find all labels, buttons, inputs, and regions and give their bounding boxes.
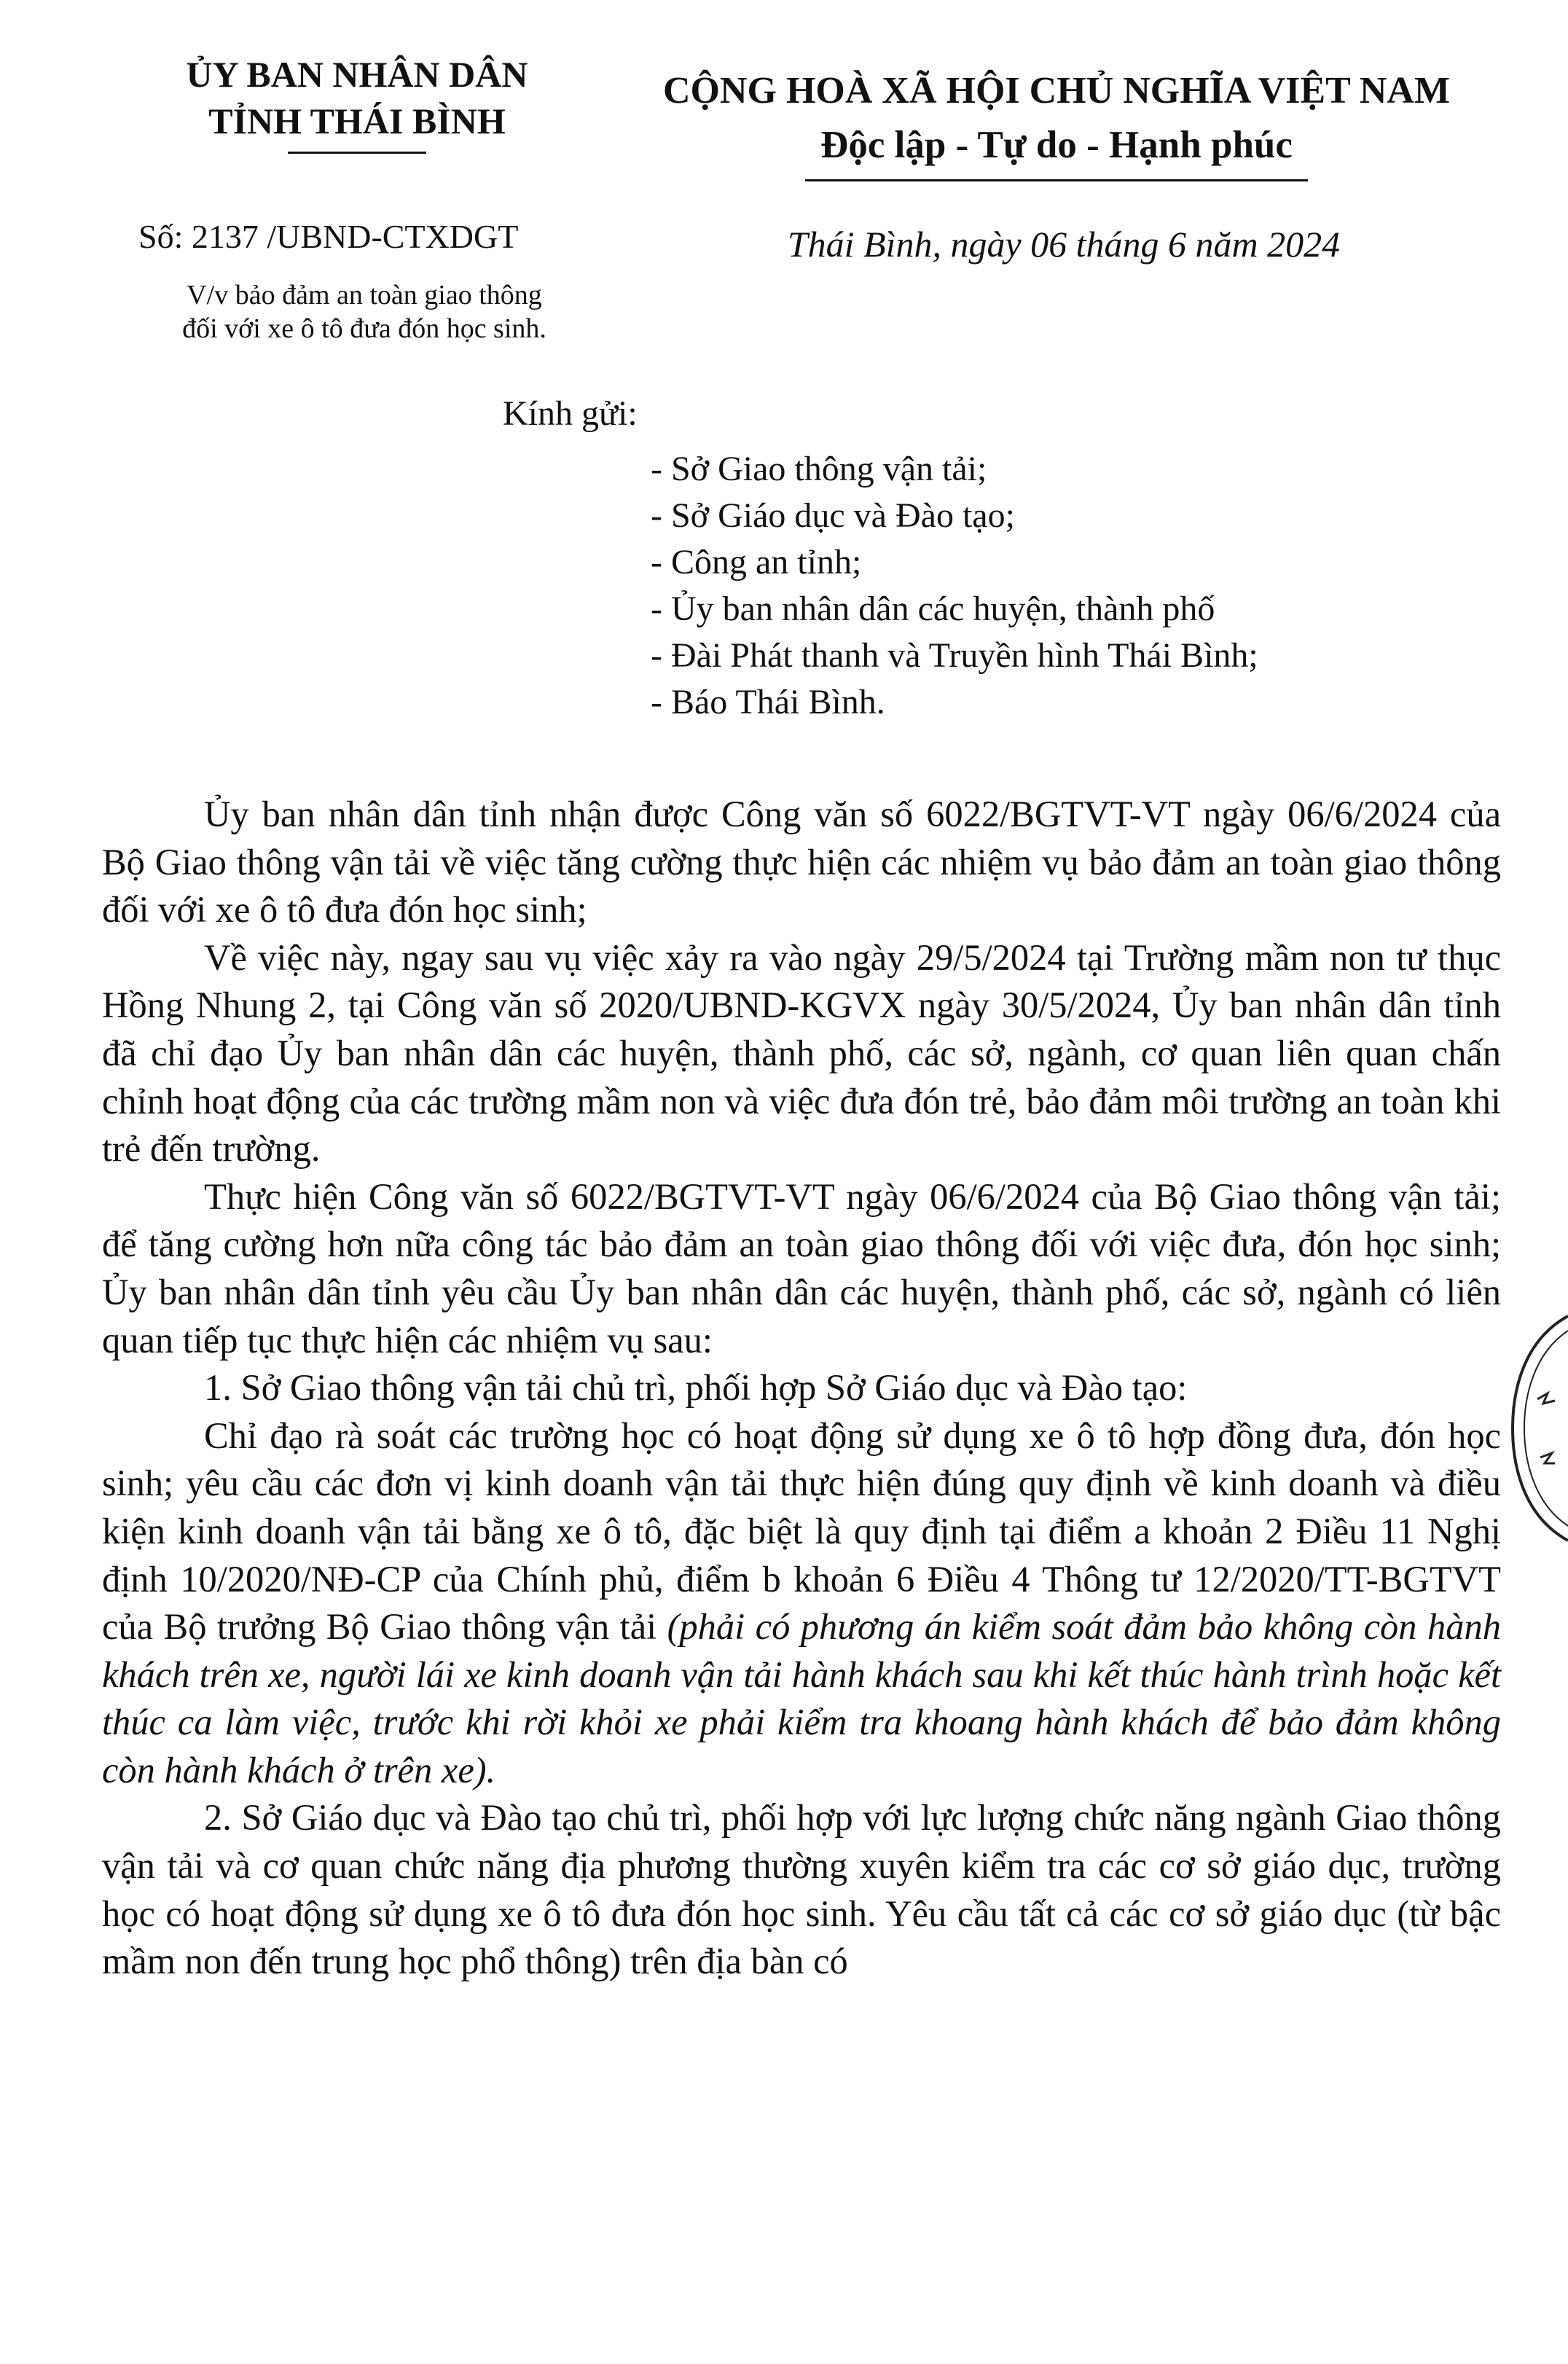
recipient-item: - Công an tỉnh; [651,543,862,582]
issuing-agency [109,51,605,154]
recipient-item: - Ủy ban nhân dân các huyện, thành phố [651,590,1215,628]
paragraph-2: Về việc này, ngay sau vụ việc xảy ra vào ngày 29/5/2024 tại Trường mầm non tư thục Hồng Nhung 2, tại Công văn số 2020/UBND-KGVX ngày 30/5/2024, Ủy ban nhân dân tỉnh đã chỉ đạo Ủy ban nhân dân các huyện, thành phố, các sở, ngành, cơ quan liên quan chấn chỉnh hoạt động của các trường mầm non và việc đưa đón trẻ, bảo đảm môi trường an toàn khi trẻ đến trường. [102,936,1501,1170]
paragraph-6: 2. Sở Giáo dục và Đào tạo chủ trì, phối hợp với lực lượng chức năng ngành Giao thông vận tải và cơ quan chức năng địa phương thường xuyên kiểm tra các cơ sở giáo dục, trường học có hoạt động sử dụng xe ô tô đưa đón học sinh. Yêu cầu tất cả các cơ sở giáo dục (từ bậc mầm non đến trung học phổ thông) trên địa bàn có [102,1797,1501,1982]
nation-title: CỘNG HOÀ XÃ HỘI CHỦ NGHĨA VIỆT NAM [662,70,1451,111]
paragraph-1: Ủy ban nhân dân tỉnh nhận được Công văn số 6022/BGTVT-VT ngày 06/6/2024 của Bộ Giao thông vận tải về việc tăng cường thực hiện các nhiệm vụ bảo đảm an toàn giao thông đối với xe ô tô đưa đón học sinh; [102,794,1501,931]
document-subject [102,278,627,345]
paragraph-4: 1. Sở Giao thông vận tải chủ trì, phối hợp Sở Giáo dục và Đào tạo: [204,1367,1188,1409]
recipient-item: - Báo Thái Bình. [651,683,885,721]
document-body [102,791,1501,1986]
agency-underline [288,152,426,154]
document-number: Số: 2137 /UBND-CTXDGT [138,218,519,255]
greeting: Kính gửi: [503,394,638,433]
recipient-item: - Sở Giao thông vận tải; [651,450,987,488]
official-seal-fragment [1508,1312,1568,1545]
place-and-date: Thái Bình, ngày 06 tháng 6 năm 2024 [787,224,1341,265]
motto-underline [805,179,1308,181]
national-motto: Độc lập - Tự do - Hạnh phúc [820,124,1293,166]
recipient-item: - Sở Giáo dục và Đào tạo; [651,496,1015,535]
subject-line-1: V/v bảo đảm an toàn giao thông [187,280,542,310]
subject-line-2: đối với xe ô tô đưa đón học sinh. [182,313,546,344]
agency-name-line2: TỈNH THÁI BÌNH [208,101,506,141]
agency-name-line1: ỦY BAN NHÂN DÂN [186,54,528,95]
paragraph-5 [102,1412,1501,1795]
paragraph-5-italic-note: (phải có phương án kiểm soát đảm bảo không còn hành khách trên xe, người lái xe kinh doanh vận tải hành khách sau khi kết thúc hành trình hoặc kết thúc ca làm việc, trước khi rời khỏi xe phải kiểm tra khoang hành khách để bảo đảm không còn hành khách ở trên xe). [102,1606,1501,1790]
national-header [612,64,1501,181]
paragraph-5-text: Chỉ đạo rà soát các trường học có hoạt động sử dụng xe ô tô hợp đồng đưa, đón học sinh; yêu cầu các đơn vị kinh doanh vận tải thực hiện đúng quy định về kinh doanh và điều kiện kinh doanh vận tải bằng xe ô tô, đặc biệt là quy định tại điểm a khoản 2 Điều 11 Nghị định 10/2020/NĐ-CP của Chính phủ, điểm b khoản 6 Điều 4 Thông tư 12/2020/TT-BGTVT của Bộ trưởng Bộ Giao thông vận tải [102,1414,1501,1648]
paragraph-3: Thực hiện Công văn số 6022/BGTVT-VT ngày 06/6/2024 của Bộ Giao thông vận tải; để tăng cường hơn nữa công tác bảo đảm an toàn giao thông đối với việc đưa, đón học sinh; Ủy ban nhân dân tỉnh yêu cầu Ủy ban nhân dân các huyện, thành phố, các sở, ngành có liên quan tiếp tục thực hiện các nhiệm vụ sau: [102,1175,1501,1361]
recipient-list [651,446,1258,726]
recipient-item: - Đài Phát thanh và Truyền hình Thái Bình; [651,636,1258,675]
